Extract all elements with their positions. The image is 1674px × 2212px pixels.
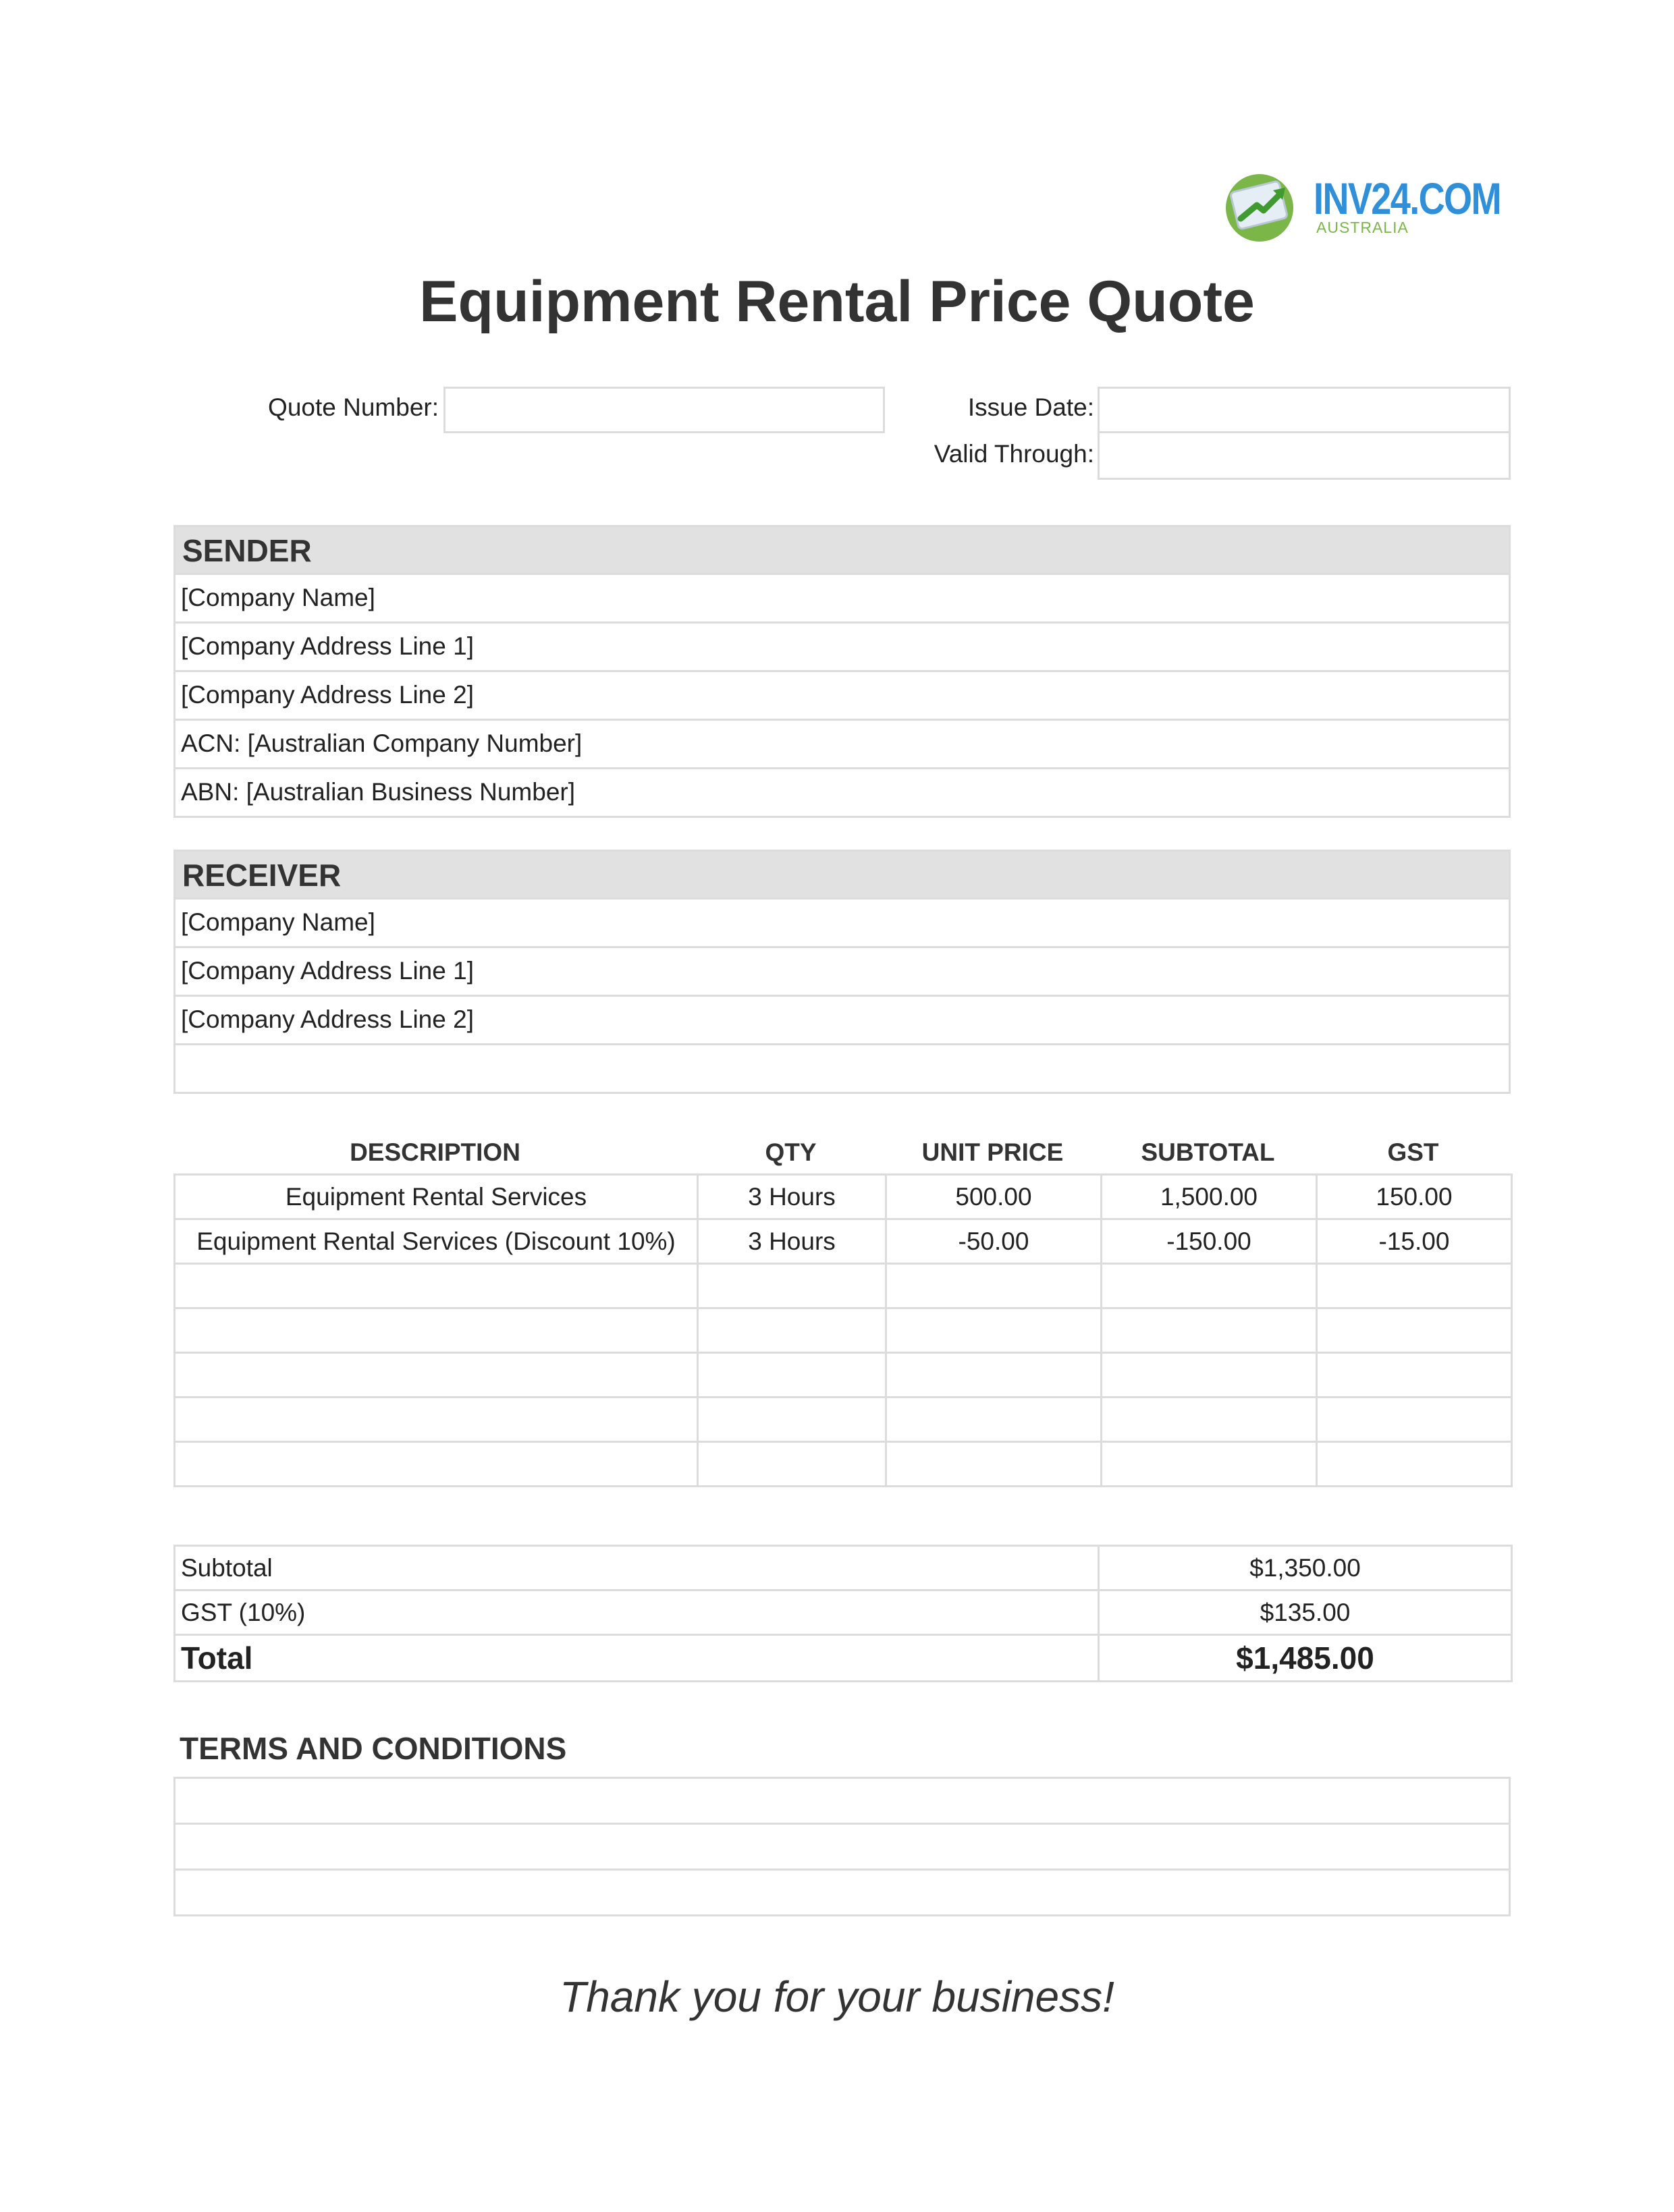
item-unit-price-cell[interactable]: 500.00 <box>886 1175 1102 1219</box>
logo-name: INV24.COM <box>1314 173 1501 223</box>
terms-line[interactable] <box>175 1870 1510 1916</box>
table-row <box>175 1442 1512 1487</box>
item-description-cell[interactable]: Equipment Rental Services <box>175 1175 698 1219</box>
subtotal-value[interactable]: $1,350.00 <box>1099 1546 1512 1591</box>
item-description-cell[interactable] <box>175 1442 698 1487</box>
column-header-gst: GST <box>1387 1138 1439 1166</box>
item-unit-price-cell[interactable] <box>886 1442 1102 1487</box>
item-qty-cell[interactable] <box>698 1264 886 1308</box>
item-description-cell[interactable] <box>175 1264 698 1308</box>
item-subtotal-cell[interactable] <box>1102 1442 1317 1487</box>
table-row <box>175 1219 1512 1264</box>
gst-label: GST (10%) <box>175 1591 1099 1635</box>
item-gst-cell[interactable] <box>1317 1264 1512 1308</box>
column-header-subtotal: SUBTOTAL <box>1141 1138 1275 1166</box>
issue-date-label: Issue Date: <box>967 393 1094 421</box>
total-row <box>175 1635 1512 1682</box>
sender-line[interactable]: [Company Address Line 2] <box>173 672 1511 721</box>
item-qty-cell[interactable] <box>698 1308 886 1353</box>
item-description-cell[interactable] <box>175 1398 698 1442</box>
item-description-cell[interactable] <box>175 1353 698 1398</box>
receiver-section <box>173 850 1511 1094</box>
receiver-line[interactable] <box>173 1045 1511 1094</box>
table-row <box>175 1264 1512 1308</box>
sender-line[interactable]: [Company Address Line 1] <box>173 624 1511 672</box>
table-row <box>175 1398 1512 1442</box>
items-table-header <box>173 1134 1511 1171</box>
item-qty-cell[interactable]: 3 Hours <box>698 1175 886 1219</box>
document-title: Equipment Rental Price Quote <box>419 269 1255 334</box>
logo-subtitle: AUSTRALIA <box>1316 219 1409 236</box>
subtotal-row <box>175 1546 1512 1591</box>
item-gst-cell[interactable]: -15.00 <box>1317 1219 1512 1264</box>
item-subtotal-cell[interactable] <box>1102 1398 1317 1442</box>
sender-line[interactable]: ACN: [Australian Company Number] <box>173 721 1511 769</box>
table-row <box>175 1308 1512 1353</box>
item-unit-price-cell[interactable] <box>886 1353 1102 1398</box>
item-unit-price-cell[interactable]: -50.00 <box>886 1219 1102 1264</box>
item-subtotal-cell[interactable] <box>1102 1264 1317 1308</box>
terms-table <box>173 1777 1511 1916</box>
quote-number-label: Quote Number: <box>268 393 439 421</box>
item-qty-cell[interactable] <box>698 1398 886 1442</box>
quote-number-field[interactable] <box>443 387 885 433</box>
total-label: Total <box>175 1635 1099 1682</box>
sender-line[interactable]: [Company Name] <box>173 573 1511 624</box>
receiver-line[interactable]: [Company Name] <box>173 897 1511 948</box>
item-subtotal-cell[interactable]: 1,500.00 <box>1102 1175 1317 1219</box>
items-table <box>173 1173 1513 1487</box>
item-unit-price-cell[interactable] <box>886 1264 1102 1308</box>
receiver-line[interactable]: [Company Address Line 1] <box>173 948 1511 997</box>
item-qty-cell[interactable] <box>698 1442 886 1487</box>
thank-you-note: Thank you for your business! <box>560 1972 1114 2021</box>
issue-date-field[interactable] <box>1098 387 1511 433</box>
terms-heading: TERMS AND CONDITIONS <box>180 1731 567 1766</box>
valid-through-label: Valid Through: <box>934 440 1094 468</box>
item-qty-cell[interactable] <box>698 1353 886 1398</box>
sender-line[interactable]: ABN: [Australian Business Number] <box>173 769 1511 818</box>
total-value[interactable]: $1,485.00 <box>1099 1635 1512 1682</box>
receiver-heading: RECEIVER <box>173 850 1511 897</box>
inv24-logo <box>1223 169 1501 243</box>
item-description-cell[interactable] <box>175 1308 698 1353</box>
item-qty-cell[interactable]: 3 Hours <box>698 1219 886 1264</box>
totals-table <box>173 1545 1513 1682</box>
subtotal-label: Subtotal <box>175 1546 1099 1591</box>
terms-line[interactable] <box>175 1778 1510 1824</box>
logo-icon <box>1223 169 1299 243</box>
column-header-description: DESCRIPTION <box>350 1138 520 1166</box>
column-header-unit-price: UNIT PRICE <box>921 1138 1064 1166</box>
item-gst-cell[interactable] <box>1317 1308 1512 1353</box>
item-description-cell[interactable]: Equipment Rental Services (Discount 10%) <box>175 1219 698 1264</box>
gst-value[interactable]: $135.00 <box>1099 1591 1512 1635</box>
table-row <box>175 1353 1512 1398</box>
item-unit-price-cell[interactable] <box>886 1308 1102 1353</box>
item-unit-price-cell[interactable] <box>886 1398 1102 1442</box>
item-gst-cell[interactable] <box>1317 1353 1512 1398</box>
sender-heading: SENDER <box>173 525 1511 573</box>
item-subtotal-cell[interactable] <box>1102 1353 1317 1398</box>
gst-row <box>175 1591 1512 1635</box>
table-row <box>175 1175 1512 1219</box>
column-header-qty: QTY <box>765 1138 817 1166</box>
terms-line[interactable] <box>175 1824 1510 1870</box>
item-gst-cell[interactable] <box>1317 1398 1512 1442</box>
receiver-line[interactable]: [Company Address Line 2] <box>173 997 1511 1045</box>
valid-through-field[interactable] <box>1098 433 1511 480</box>
sender-section <box>173 525 1511 818</box>
item-gst-cell[interactable] <box>1317 1442 1512 1487</box>
item-gst-cell[interactable]: 150.00 <box>1317 1175 1512 1219</box>
item-subtotal-cell[interactable]: -150.00 <box>1102 1219 1317 1264</box>
item-subtotal-cell[interactable] <box>1102 1308 1317 1353</box>
